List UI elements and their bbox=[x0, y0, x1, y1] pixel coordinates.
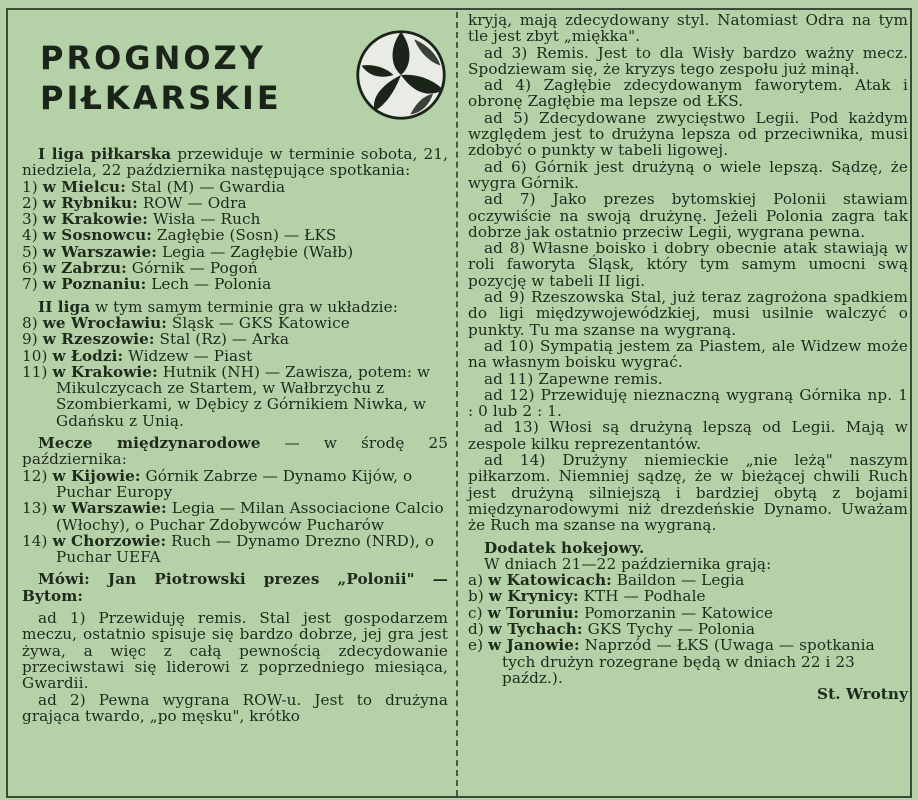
international-list bbox=[22, 468, 448, 566]
column-divider bbox=[456, 12, 458, 796]
prediction-ad8: ad 8) Własne boisko i dobry obecnie atak stawiają w roli faworyta Śląsk, który tym samym umocni swą pozycję w tabeli II ligi. bbox=[468, 239, 908, 290]
left-column bbox=[22, 146, 448, 724]
item-text: Stal (Rz) — Arka bbox=[154, 330, 290, 349]
item-place: we Wrocławiu: bbox=[42, 313, 167, 332]
item-number: 3) bbox=[22, 210, 38, 229]
item-text: Górnik — Pogoń bbox=[126, 259, 258, 278]
item-number: 14) bbox=[22, 531, 48, 550]
prediction-ad2: ad 2) Pewna wygrana ROW-u. Jest to drużyna grająca twardo, „po męsku", krótko bbox=[22, 690, 448, 725]
item-number: e) bbox=[468, 636, 484, 655]
item-text: Ruch — Dynamo Drezno (NRD), o Puchar UEFA bbox=[56, 531, 435, 567]
title-line-1: PROGNOZY bbox=[40, 39, 266, 77]
item-number: 6) bbox=[22, 259, 38, 278]
item-place: w Sosnowcu: bbox=[42, 226, 152, 245]
item-text: Pomorzanin — Katowice bbox=[579, 603, 774, 622]
item-text: ROW — Odra bbox=[137, 193, 247, 212]
item-place: w Krakowie: bbox=[42, 210, 149, 229]
list-item bbox=[468, 637, 908, 686]
item-text: Wisła — Ruch bbox=[148, 210, 261, 229]
second-league-paragraph: II liga w tym samym terminie gra w układzie: bbox=[38, 297, 398, 316]
item-text: Zagłębie (Sosn) — ŁKS bbox=[152, 226, 337, 245]
item-place: w Chorzowie: bbox=[52, 531, 167, 550]
prediction-ad1: ad 1) Przewiduję remis. Stal jest gospodarzem meczu, ostatnio spisuje się bardzo dobrze, jej gra jest żywa, a więc z całą pewnością zdecydowanie przeciwstawi się liderowi z poprzedniego miesiąca, Gwardii. bbox=[22, 609, 448, 693]
item-text: Baildon — Legia bbox=[611, 571, 745, 590]
item-number: 9) bbox=[22, 330, 38, 349]
item-number: c) bbox=[468, 603, 483, 622]
item-text: Stal (M) — Gwardia bbox=[125, 177, 286, 196]
item-number: 10) bbox=[22, 346, 48, 365]
list-item bbox=[22, 331, 448, 347]
list-item bbox=[22, 315, 448, 331]
list-item bbox=[22, 260, 448, 276]
prediction-ad11: ad 11) Zapewne remis. bbox=[484, 369, 663, 388]
item-number: 1) bbox=[22, 177, 38, 196]
item-text: Górnik Zabrze — Dynamo Kijów, o Puchar Europy bbox=[56, 466, 413, 501]
item-number: 11) bbox=[22, 362, 48, 381]
item-number: 13) bbox=[22, 499, 48, 518]
item-number: a) bbox=[468, 571, 484, 590]
item-number: 4) bbox=[22, 226, 38, 245]
item-number: b) bbox=[468, 587, 484, 606]
item-text: Legia — Milan Associacione Calcio (Włochy), o Puchar Zdobywców Pucharów bbox=[56, 499, 444, 534]
prediction-ad7: ad 7) Jako prezes bytomskiej Polonii stawiam oczywiście na swoją drużynę. Jeżeli Polonia zagra tak dobrze jak ostatnio przeciw Legii, wygrana pewna. bbox=[468, 190, 908, 241]
first-league-list bbox=[22, 179, 448, 293]
list-item bbox=[22, 227, 448, 243]
item-text: GKS Tychy — Polonia bbox=[582, 619, 756, 638]
list-item bbox=[22, 244, 448, 260]
prediction-ad10: ad 10) Sympatią jestem za Piastem, ale Widzew może na własnym boisku wygrać. bbox=[468, 336, 908, 372]
item-place: w Rzeszowie: bbox=[42, 330, 155, 349]
item-number: 7) bbox=[22, 275, 38, 294]
hockey-intro: W dniach 21—22 października grają: bbox=[484, 554, 772, 573]
item-number: 12) bbox=[22, 466, 48, 485]
second-league-list bbox=[22, 315, 448, 429]
football-icon bbox=[354, 28, 448, 122]
list-item bbox=[22, 468, 448, 501]
item-place: w Łodzi: bbox=[52, 346, 124, 365]
item-place: w Tychach: bbox=[488, 619, 583, 638]
prediction-ad5: ad 5) Zdecydowane zwycięstwo Legii. Pod każdym względem jest to drużyna lepsza od przeciwnika, musi zdobyć o punkty w tabeli ligowej. bbox=[468, 108, 908, 160]
item-place: w Zabrzu: bbox=[42, 259, 127, 278]
item-text: Widzew — Piast bbox=[123, 346, 253, 365]
item-place: w Rybniku: bbox=[42, 193, 138, 212]
item-text: Śląsk — GKS Katowice bbox=[167, 313, 350, 332]
item-number: 2) bbox=[22, 193, 38, 212]
item-place: w Kijowie: bbox=[52, 466, 141, 485]
item-place: w Mielcu: bbox=[42, 177, 126, 196]
item-text: Legia — Zagłębie (Wałb) bbox=[157, 242, 354, 261]
item-place: w Poznaniu: bbox=[42, 275, 147, 294]
item-number: 5) bbox=[22, 242, 38, 261]
prediction-ad9: ad 9) Rzeszowska Stal, już teraz zagrożona spadkiem do ligi międzywojewódzkiej, musi usilnie walczyć o punkty. Tu ma szanse na wygraną. bbox=[468, 288, 908, 339]
item-text: Naprzód — ŁKS (Uwaga — spotkania tych drużyn rozegrane będą w dniach 22 i 23 paźdz.). bbox=[502, 636, 875, 687]
right-column bbox=[468, 12, 908, 702]
prediction-ad12: ad 12) Przewiduję nieznaczną wygraną Górnika np. 1 : 0 lub 2 : 1. bbox=[468, 385, 908, 421]
item-number: 8) bbox=[22, 313, 38, 332]
author-signature: St. Wrotny bbox=[817, 685, 908, 704]
list-item bbox=[22, 533, 448, 566]
list-item bbox=[22, 364, 448, 429]
item-place: w Katowicach: bbox=[488, 571, 612, 590]
item-text: Hutnik (NH) — Zawisza, potem: w Mikulczycach ze Startem, w Wałbrzychu z Szombierkami, w Dębicy z Górnikiem Niwka, w Gdańsku z Unią. bbox=[56, 362, 431, 430]
article-title bbox=[40, 38, 282, 118]
prediction-ad6: ad 6) Górnik jest drużyną o wiele lepszą. Sądzę, że wygra Górnik. bbox=[468, 157, 908, 192]
prediction-ad4: ad 4) Zagłębie zdecydowanym faworytem. Atak i obronę Zagłębie ma lepsze od ŁKS. bbox=[468, 76, 908, 111]
item-place: w Krakowie: bbox=[52, 362, 158, 381]
prediction-ad14: ad 14) Drużyny niemieckie „nie leżą" naszym piłkarzom. Niemniej sądzę, że w bieżącej chwili Ruch jest drużyną silniejszą i bardziej obytą z bojami międzynarodowymi niż drezdeńskie Dynamo. Uważam że Ruch ma szanse na wygraną. bbox=[468, 451, 908, 535]
prediction-ad13: ad 13) Włosi są drużyną lepszą od Legii. Mają w zespole kilku reprezentantów. bbox=[468, 418, 908, 453]
list-item bbox=[22, 195, 448, 211]
continuation-text: kryją, mają zdecydowany styl. Natomiast Odra na tym tle jest zbyt „miękka". bbox=[468, 11, 908, 46]
intro-paragraph: I liga piłkarska przewiduje w terminie sobota, 21, niedziela, 22 października następujące spotkania: bbox=[22, 145, 449, 180]
item-number: d) bbox=[468, 619, 484, 638]
item-place: w Toruniu: bbox=[487, 603, 580, 622]
item-place: w Warszawie: bbox=[42, 242, 158, 261]
list-item bbox=[22, 348, 448, 364]
international-paragraph: Mecze międzynarodowe — w środę 25 października: bbox=[22, 434, 449, 469]
item-text: KTH — Podhale bbox=[578, 587, 706, 606]
list-item bbox=[468, 572, 908, 588]
title-line-2: PIŁKARSKIE bbox=[40, 79, 282, 117]
list-item bbox=[22, 211, 448, 227]
item-text: Lech — Polonia bbox=[146, 275, 272, 294]
list-item bbox=[22, 179, 448, 195]
list-item bbox=[468, 621, 908, 637]
list-item bbox=[22, 276, 448, 292]
list-item bbox=[468, 605, 908, 621]
list-item bbox=[468, 588, 908, 604]
hockey-list bbox=[468, 572, 908, 686]
speaker-line: Mówi: Jan Piotrowski prezes „Polonii" — Bytom: bbox=[22, 570, 448, 605]
item-place: w Warszawie: bbox=[52, 499, 167, 518]
prediction-ad3: ad 3) Remis. Jest to dla Wisły bardzo ważny mecz. Spodziewam się, że kryzys tego zespołu już minął. bbox=[468, 43, 908, 78]
hockey-heading: Dodatek hokejowy. bbox=[484, 538, 645, 557]
item-place: w Krynicy: bbox=[488, 587, 579, 606]
list-item bbox=[22, 500, 448, 533]
item-place: w Janowie: bbox=[488, 636, 580, 655]
